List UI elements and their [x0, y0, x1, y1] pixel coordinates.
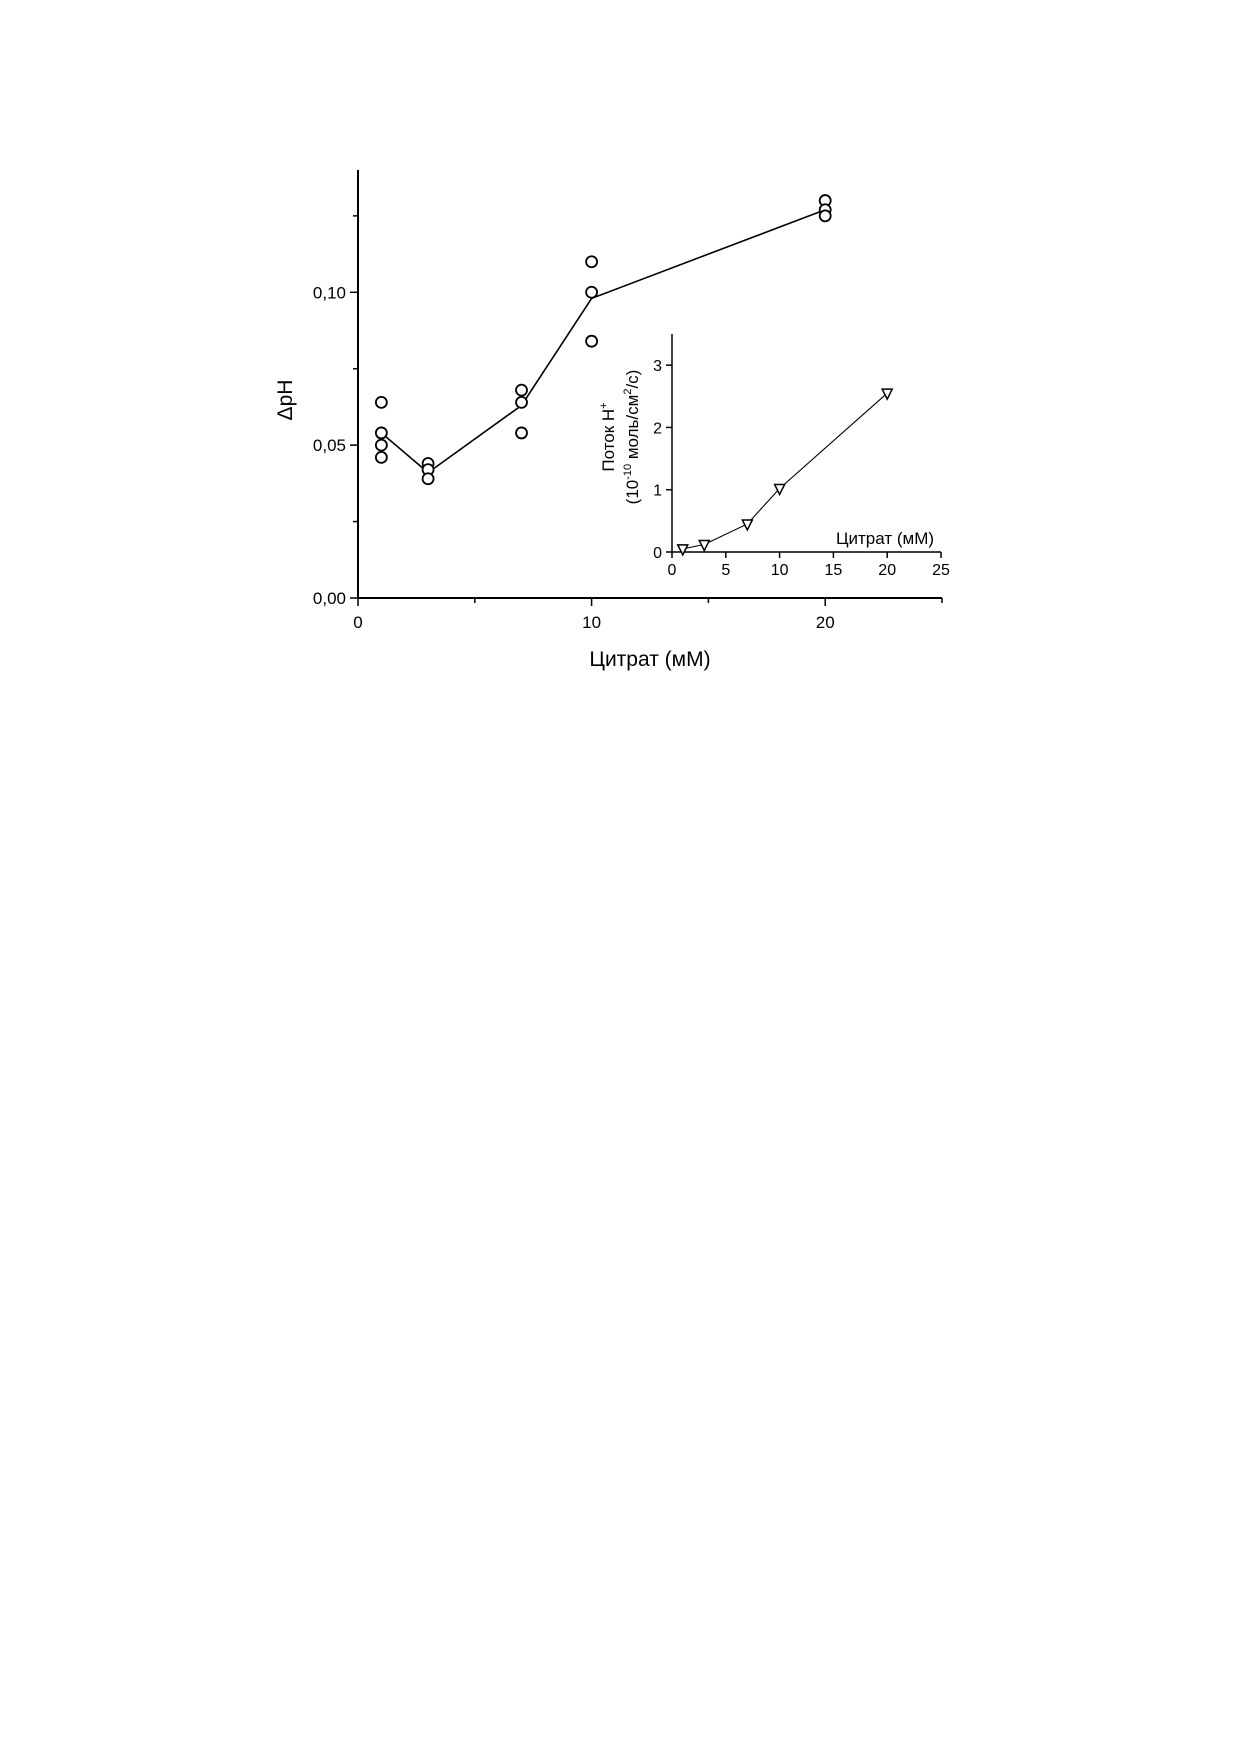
inset-y-tick-label: 0	[653, 545, 662, 562]
inset-y-title-line2-sup1: -10	[622, 463, 634, 480]
main-data-point	[376, 427, 387, 438]
main-y-tick-label: 0,10	[312, 283, 346, 303]
inset-y-title-line2-sup2: 2	[622, 388, 634, 395]
inset-y-tick-label: 2	[653, 420, 662, 438]
inset-y-axis-title	[598, 370, 642, 505]
main-tick-labels	[313, 283, 835, 632]
main-data-point	[423, 473, 434, 484]
main-data-point	[516, 385, 527, 396]
inset-y-title-line2-a: (10	[623, 479, 642, 505]
inset-data-point	[882, 389, 892, 399]
inset-x-tick-label: 20	[878, 562, 897, 579]
main-data-point	[586, 287, 597, 298]
inset-y-title-line1-sup: +	[598, 402, 610, 409]
main-data-point	[376, 440, 387, 451]
main-data-point	[376, 397, 387, 408]
main-x-tick-label: 0	[353, 613, 363, 632]
main-data-point	[820, 210, 831, 221]
inset-x-tick-label: 10	[770, 562, 789, 579]
inset-y-tick-label: 3	[653, 358, 662, 376]
inset-y-tick-label: 1	[653, 482, 662, 500]
inset-series-line	[683, 393, 887, 549]
inset-x-tick-label: 5	[721, 562, 731, 579]
inset-y-title-line2-b: моль/см	[623, 394, 642, 464]
inset-data-point	[678, 545, 688, 555]
inset-y-title-line2-c: /с)	[623, 369, 642, 389]
main-y-tick-label: 0,05	[312, 436, 346, 456]
inset-x-tick-label: 0	[667, 562, 677, 579]
inset-x-tick-label: 25	[932, 562, 950, 579]
main-x-axis-title: Цитрат (мМ)	[589, 648, 711, 671]
inset-x-axis-title: Цитрат (мМ)	[835, 529, 935, 548]
inset-y-title-line1	[598, 402, 618, 471]
main-data-point	[586, 256, 597, 267]
inset-x-tick-label: 15	[824, 562, 843, 579]
main-data-point	[516, 397, 527, 408]
inset-data-point	[742, 520, 752, 530]
main-y-axis-title: ΔpH	[274, 379, 297, 421]
inset-y-title-line2	[622, 370, 642, 505]
inset-y-title-line1-text: Поток Н	[599, 408, 618, 472]
main-data-point	[516, 427, 527, 438]
main-x-tick-label: 20	[815, 613, 835, 632]
main-y-tick-label: 0,00	[312, 589, 346, 608]
inset-chart	[598, 334, 950, 579]
main-x-tick-label: 10	[582, 613, 602, 632]
main-data-point	[376, 452, 387, 463]
main-data-point	[586, 336, 597, 347]
